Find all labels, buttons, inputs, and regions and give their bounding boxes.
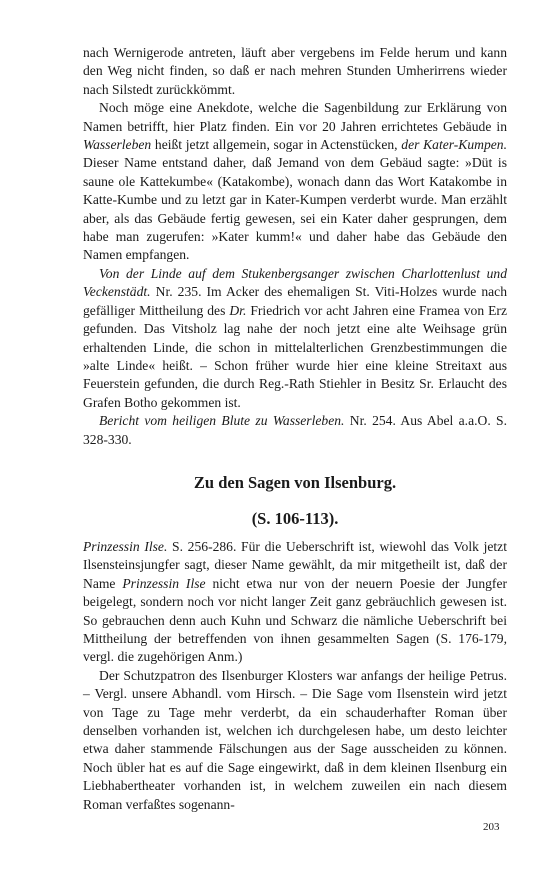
- section-heading: Zu den Sagen von Ilsenburg.: [193, 472, 397, 492]
- text-segment: Dieser Name entstand daher, daß Jemand von dem Gebäud sagte: »Düt is saune ole Kattekumbe« (Katakombe), wonach dann das Wort Katakombe in Katte-Kumbe und zu letzt gar in Kater-Kumpen verderbt wurde. Man erzählt aber, als das Gebäude fertig gewesen, sei ein Kater daher gesprungen, dem habe man zugerufen: »Kater kumm!« und daher habe das Gebäude den Namen empfangen.: [83, 155, 507, 263]
- text-segment: nicht etwa nur von der neuern Poesie der Jungfer beigelegt, sondern noch vor nicht langer Zeit ganz gebräuchlich gewesen ist. So gebrauchen denn auch Kuhn und Schwarz die nämliche Ueberschrift bei Mittheilung der betreffenden von ihnen gesammelten Sagen (S. 176-179, vergl. die zugehörigen Anm.): [83, 575, 508, 665]
- paragraph: [83, 99, 507, 265]
- italic-text: Prinzessin Ilse.: [83, 538, 168, 554]
- text-segment: Nr. 235. Im Acker des ehemaligen St. Viti-Holzes wurde nach gefälliger Mittheilung des: [83, 284, 507, 318]
- italic-text: Von der Linde auf dem Stukenbergsanger zwischen Charlottenlust und Veckenstädt.: [83, 265, 507, 300]
- italic-text: Prinzessin Ilse: [122, 575, 206, 591]
- paragraphs-top: [83, 44, 507, 449]
- text-segment: Noch möge eine Anekdote, welche die Sagenbildung zur Erklärung von Namen betrifft, hier Platz finden. Ein vor 20 Jahren errichtetes Gebäude in: [83, 100, 507, 134]
- paragraph: [83, 667, 507, 814]
- paragraph: [83, 412, 507, 449]
- section-heading-pages: (S. 106-113).: [251, 508, 339, 528]
- paragraphs-bottom: [83, 538, 507, 814]
- paragraph: [83, 44, 507, 99]
- text-segment: Nr. 254. Aus Abel a.a.O. S. 328-330.: [83, 413, 507, 447]
- text-segment: Friedrich vor acht Jahren eine Framea von Erz gefunden. Das Vitsholz lag nahe der noch jetzt eine alte Weihsage grün erhaltenden Linde, die schon in mittelalterlichen Grenzbestimmungen die »alte Linde« heißt. – Schon früher wurde hier eine kleine Streitaxt aus Feuerstein gefunden, die durch Reg.-Rath Stiehler in Besitz Sr. Erlaucht des Grafen Botho gekommen ist.: [83, 302, 507, 410]
- paragraph: [83, 538, 507, 667]
- italic-text: Bericht vom heiligen Blute zu Wasserleben.: [99, 413, 345, 429]
- book-page: [83, 44, 507, 814]
- text-segment: S. 256-286. Für die Ueberschrift ist, wiewohl das Volk jetzt Ilsensteinsjungfer sagt, dieser Name gewählt, da mir mitgetheilt ist, daß der Name: [83, 538, 507, 591]
- italic-text: Dr.: [229, 302, 247, 318]
- paragraph: [83, 265, 507, 412]
- page-number: 203: [483, 821, 500, 833]
- text-segment: Der Schutzpatron des Ilsenburger Klosters war anfangs der heilige Petrus. – Vergl. unsere Abhandl. vom Hirsch. – Die Sage vom Ilsenstein wird jetzt von Tage zu Tage mehr verderbt, da ein schauderhafter Roman über denselben vorhanden ist, welchen ich durchgelesen habe, um desto leichter etwa daher stammende Fälschungen aus der Sage ausscheiden zu können. Noch übler hat es auf die Sage eingewirkt, daß in dem kleinen Ilsenburg ein Liebhabertheater vorhanden ist, in welchem zuweilen ein nach diesem Roman verfaßtes sogenann-: [83, 667, 507, 812]
- text-segment: nach Wernigerode antreten, läuft aber vergebens im Felde herum und kann den Weg nicht finden, so daß er nach mehren Stunden Umherirrens wieder nach Silstedt zurückkömmt.: [83, 45, 507, 97]
- text-segment: heißt jetzt allgemein, sogar in Actenstücken,: [151, 137, 402, 153]
- italic-text: Wasserleben: [83, 137, 152, 153]
- italic-text: der Kater-Kumpen.: [401, 137, 507, 153]
